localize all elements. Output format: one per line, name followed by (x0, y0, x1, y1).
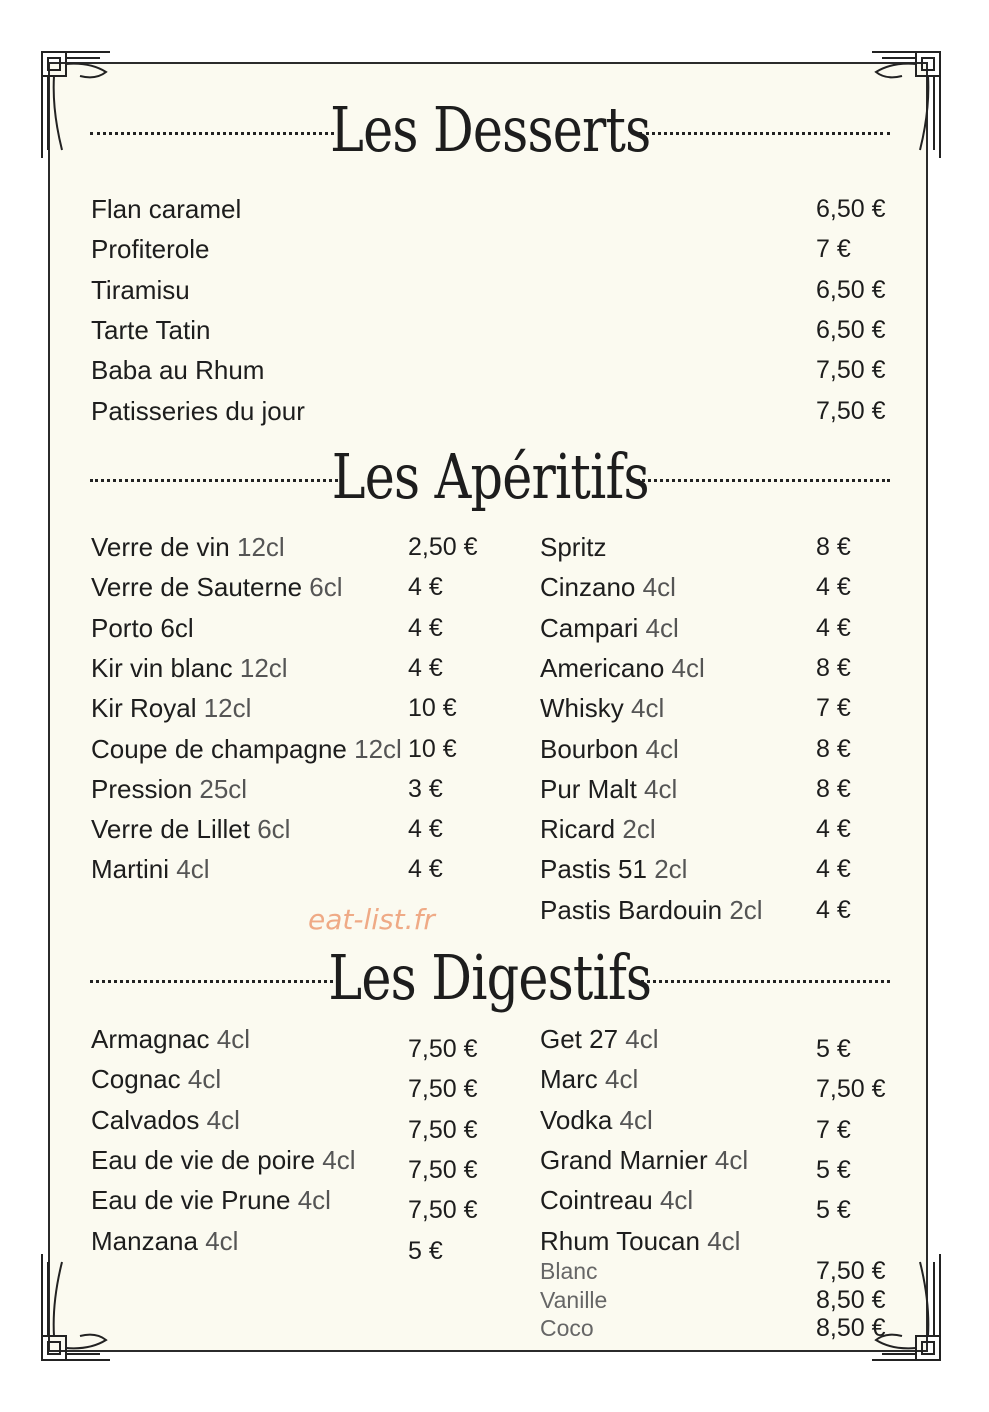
item-name: Bourbon (540, 733, 639, 764)
item-price: 4 € (408, 815, 443, 844)
item-price: 7,50 € (408, 1115, 478, 1144)
menu-item (540, 532, 606, 562)
menu-item (91, 854, 210, 884)
dotted-rule (639, 132, 890, 135)
item-price: 7,50 € (816, 356, 886, 385)
item-name: Porto 6cl (91, 612, 194, 643)
item-name: Tarte Tatin (91, 314, 211, 345)
item-price: 10 € (408, 734, 457, 763)
menu-item (540, 1226, 740, 1256)
item-price: 6,50 € (816, 195, 886, 223)
item-price: 4 € (408, 613, 443, 642)
item-price: 4 € (816, 895, 851, 924)
menu-item (91, 774, 247, 804)
item-volume: 4cl (644, 773, 678, 804)
rhum-variant-name: Blanc (540, 1258, 598, 1284)
item-name: Get 27 (540, 1024, 619, 1054)
menu-item (91, 572, 343, 602)
item-volume: 4cl (206, 1104, 240, 1135)
item-name: Ricard (540, 814, 616, 845)
item-volume: 12cl (203, 693, 252, 724)
item-volume: 4cl (714, 1144, 749, 1175)
item-volume: 4cl (619, 1104, 653, 1135)
item-name: Cointreau (540, 1185, 653, 1216)
item-price: 8 € (816, 653, 851, 682)
item-name: Vodka (540, 1104, 613, 1135)
item-price: 6,50 € (816, 315, 886, 344)
menu-item (91, 1145, 356, 1175)
item-name: Baba au Rhum (91, 355, 265, 386)
rhum-variant-price: 7,50 € (816, 1257, 886, 1285)
item-price: 5 € (816, 1196, 851, 1225)
menu-item (91, 653, 288, 683)
item-price: 7,50 € (816, 1075, 886, 1104)
item-price: 4 € (816, 855, 851, 884)
item-volume: 4cl (645, 612, 679, 643)
aperitifs-heading (90, 442, 890, 512)
item-price: 4 € (816, 573, 851, 602)
menu-item (540, 895, 763, 925)
menu-item (540, 734, 679, 764)
item-volume: 4cl (176, 854, 210, 885)
item-name: Eau de vie Prune (91, 1185, 291, 1216)
item-volume: 4cl (645, 733, 679, 764)
item-name: Kir vin blanc (91, 652, 233, 683)
item-price: 7,50 € (408, 1196, 478, 1225)
menu-item (91, 396, 305, 426)
item-volume: 2cl (729, 894, 763, 925)
item-name: Armagnac (91, 1024, 210, 1054)
item-name: Eau de vie de poire (91, 1144, 316, 1175)
menu-item (540, 613, 679, 643)
item-price: 7 € (816, 694, 851, 723)
item-volume: 6cl (257, 814, 291, 845)
menu-item (91, 315, 210, 345)
item-name: Campari (540, 612, 639, 643)
item-name: Profiterole (91, 234, 210, 265)
menu-item (540, 693, 664, 723)
item-name: Martini (91, 854, 170, 885)
rhum-variant-name: Coco (540, 1315, 594, 1341)
menu-item (540, 1064, 638, 1094)
item-volume: 6cl (309, 572, 343, 603)
item-name: Grand Marnier (540, 1144, 708, 1175)
menu-item (91, 693, 251, 723)
item-name: Manzana (91, 1225, 198, 1256)
menu-item (91, 532, 285, 562)
menu-item (91, 234, 210, 264)
watermark: eat-list.fr (308, 903, 435, 936)
menu-item (91, 734, 402, 764)
item-volume: 4cl (625, 1024, 659, 1054)
menu-item (91, 1226, 238, 1256)
digestifs-heading (90, 943, 890, 1013)
aperitifs-title: Les Apéritifs (331, 440, 649, 513)
item-name: Verre de Sauterne (91, 572, 303, 603)
menu-item (91, 194, 241, 224)
item-price: 4 € (816, 815, 851, 844)
item-volume: 4cl (642, 572, 676, 603)
item-volume: 12cl (354, 733, 402, 764)
item-name: Flan caramel (91, 194, 242, 224)
item-name: Kir Royal (91, 693, 197, 724)
item-price: 4 € (408, 653, 443, 682)
item-name: Tiramisu (91, 274, 190, 305)
item-volume: 4cl (707, 1225, 741, 1256)
menu-item (540, 1185, 693, 1215)
item-price: 4 € (408, 573, 443, 602)
dotted-rule (637, 479, 890, 482)
item-volume: 12cl (236, 532, 285, 562)
rhum-variant-name: Vanille (540, 1286, 608, 1313)
item-volume: 2cl (654, 854, 688, 885)
item-volume: 4cl (205, 1225, 239, 1256)
item-volume: 4cl (671, 652, 705, 683)
menu-item (540, 814, 656, 844)
item-name: Cinzano (540, 572, 636, 603)
item-volume: 4cl (659, 1185, 694, 1216)
item-price: 3 € (408, 774, 443, 803)
item-price: 7,50 € (408, 1075, 478, 1104)
item-volume: 12cl (239, 652, 288, 683)
item-volume: 4cl (216, 1024, 250, 1054)
item-name: Rhum Toucan (540, 1225, 700, 1256)
item-price: 8 € (816, 734, 851, 763)
item-volume: 4cl (605, 1064, 639, 1095)
item-price: 10 € (408, 694, 457, 723)
menu-item (540, 854, 687, 884)
rhum-variant-price: 8,50 € (816, 1285, 886, 1314)
item-name: Marc (540, 1064, 598, 1095)
item-price: 7 € (816, 235, 851, 264)
menu-item (91, 275, 190, 305)
item-name: Whisky (540, 693, 624, 724)
menu-item (91, 355, 264, 385)
dotted-rule (90, 132, 341, 135)
desserts-title: Les Desserts (329, 93, 651, 166)
item-price: 7,50 € (408, 1035, 478, 1063)
item-price: 4 € (816, 613, 851, 642)
item-price: 8 € (816, 533, 851, 561)
item-price: 8 € (816, 774, 851, 803)
dotted-rule (90, 479, 343, 482)
item-volume: 4cl (322, 1144, 356, 1175)
item-price: 5 € (816, 1155, 851, 1184)
menu-item (91, 613, 194, 643)
item-name: Spritz (540, 532, 607, 562)
item-name: Pastis 51 (540, 854, 647, 885)
menu-item (540, 572, 676, 602)
item-name: Verre de Lillet (91, 814, 250, 845)
menu-item (91, 1185, 331, 1215)
menu-item (540, 1145, 748, 1175)
rhum-variant-price: 8,50 € (816, 1314, 886, 1342)
item-price: 7,50 € (408, 1155, 478, 1184)
item-price: 5 € (816, 1035, 851, 1063)
digestifs-title: Les Digestifs (328, 941, 652, 1014)
item-name: Pur Malt (540, 773, 637, 804)
item-price: 6,50 € (816, 275, 886, 304)
item-volume: 4cl (187, 1064, 222, 1095)
item-price: 7,50 € (816, 396, 886, 425)
menu-item (540, 653, 705, 683)
menu-item (540, 1105, 653, 1135)
item-name: Americano (540, 652, 665, 683)
item-name: Cognac (91, 1064, 181, 1095)
menu-item (91, 814, 290, 844)
item-volume: 2cl (622, 814, 656, 845)
menu-item (91, 1024, 250, 1054)
desserts-heading (90, 95, 890, 165)
item-volume: 25cl (199, 773, 248, 804)
menu-item (540, 774, 677, 804)
item-name: Pression (91, 773, 193, 804)
item-price: 2,50 € (408, 533, 478, 561)
item-name: Pastis Bardouin (540, 894, 723, 925)
dotted-rule (641, 980, 890, 983)
menu-item (91, 1064, 221, 1094)
item-price: 5 € (408, 1236, 443, 1265)
item-name: Patisseries du jour (91, 395, 305, 426)
dotted-rule (90, 980, 339, 983)
item-price: 7 € (816, 1115, 851, 1144)
item-name: Calvados (91, 1104, 200, 1135)
item-volume: 4cl (631, 693, 665, 724)
corner-ornament-icon (40, 1252, 112, 1362)
item-name: Coupe de champagne (91, 733, 347, 764)
menu-item (540, 1024, 659, 1054)
item-price: 4 € (408, 855, 443, 884)
item-name: Verre de vin (91, 532, 230, 562)
item-volume: 4cl (297, 1185, 331, 1216)
menu-item (91, 1105, 240, 1135)
